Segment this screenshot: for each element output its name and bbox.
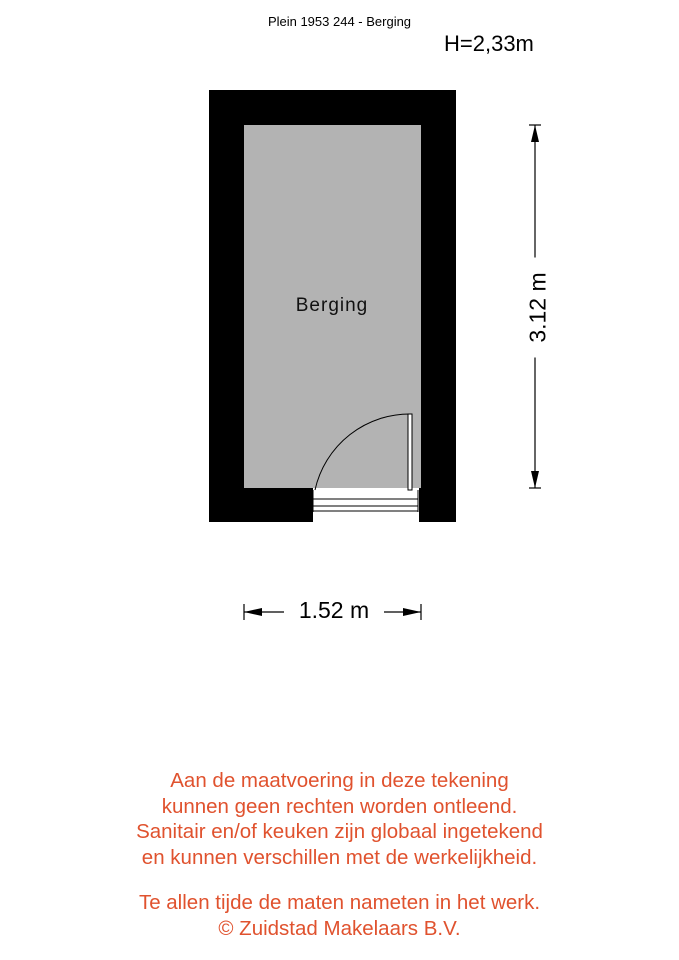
ceiling-height-label: H=2,33m xyxy=(444,31,534,56)
width-dimension-label: 1.52 m xyxy=(284,597,384,624)
drawing-title: Plein 1953 244 - Berging xyxy=(267,14,412,29)
room-label: Berging xyxy=(295,295,369,316)
disclaimer-line: kunnen geen rechten worden ontleend. xyxy=(161,794,518,818)
disclaimer-line: Sanitair en/of keuken zijn globaal ingetekend xyxy=(136,820,543,844)
height-dimension-label: 3.12 m xyxy=(525,258,552,358)
copyright-line: © Zuidstad Makelaars B.V. xyxy=(218,916,461,940)
disclaimer xyxy=(0,768,679,942)
disclaimer-line: en kunnen verschillen met de werkelijkheid. xyxy=(141,845,538,869)
door-leaf xyxy=(408,414,412,490)
disclaimer-line: Aan de maatvoering in deze tekening xyxy=(170,769,509,792)
door-opening xyxy=(313,488,419,522)
disclaimer-footer-line: Te allen tijde de maten nameten in het werk. xyxy=(138,891,541,915)
disclaimer-spacer xyxy=(0,870,679,890)
